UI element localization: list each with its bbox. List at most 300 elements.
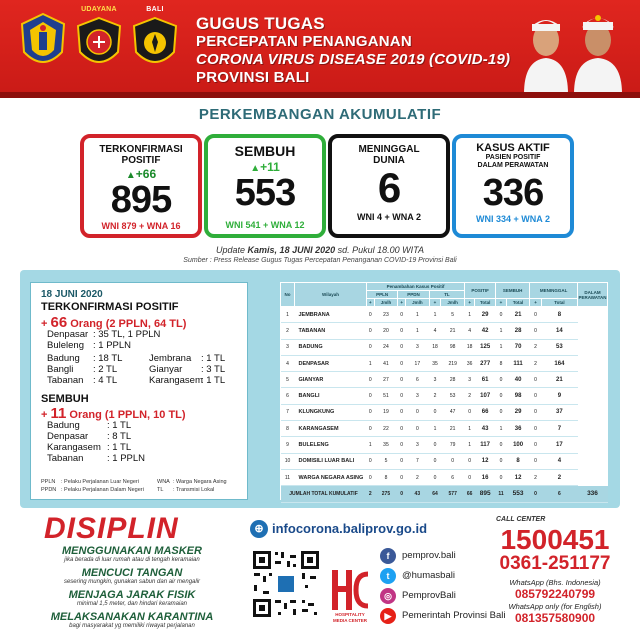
active-card xyxy=(452,134,574,238)
region-name-cell: TABANAN xyxy=(295,323,367,339)
table-cell: 98 xyxy=(441,339,465,355)
table-cell: 3 xyxy=(465,372,475,388)
table-cell: 53 xyxy=(441,388,465,404)
table-cell: 0 xyxy=(496,453,507,469)
positive-card xyxy=(80,134,202,238)
region-name-cell: BADUNG xyxy=(295,339,367,355)
total-cell: 0 xyxy=(398,486,406,502)
call-center-number-1[interactable]: 1500451 xyxy=(500,524,610,555)
table-cell: 8 xyxy=(541,307,577,323)
region-name-cell: BULELENG xyxy=(295,437,367,453)
col-penambahan: Penambahan Kasus Positif xyxy=(367,283,465,291)
table-cell: 14 xyxy=(541,323,577,339)
table-cell: 0 xyxy=(429,404,441,420)
table-cell: 0 xyxy=(496,372,507,388)
recovered-label: SEMBUH xyxy=(234,143,296,159)
table-cell: 7 xyxy=(281,404,295,420)
table-row xyxy=(281,421,608,437)
col-positif-total: Total xyxy=(475,299,496,307)
positive-region-name: Tabanan xyxy=(47,375,84,386)
legend-code: TL xyxy=(157,487,164,493)
region-name-cell: GIANYAR xyxy=(295,372,367,388)
col-meninggal: MENINGGAL xyxy=(530,283,578,299)
table-cell: 4 xyxy=(541,453,577,469)
table-cell: 42 xyxy=(475,323,496,339)
col-tl-plus: + xyxy=(429,299,441,307)
col-ppln-plus: + xyxy=(367,299,375,307)
region-name-cell: BANGLI xyxy=(295,388,367,404)
table-cell: 0 xyxy=(496,404,507,420)
recovered-region-name: Karangasem xyxy=(47,442,101,453)
table-cell: 2 xyxy=(405,469,429,485)
table-cell: 10 xyxy=(281,453,295,469)
table-cell: 17 xyxy=(541,437,577,453)
deaths-card xyxy=(328,134,450,238)
table-cell: 47 xyxy=(441,404,465,420)
table-cell: 1 xyxy=(496,339,507,355)
daily-summary-box xyxy=(30,282,248,500)
source-line: Sumber : Press Release Gugus Tugas Percepatan Penanganan COVID-19 Provinsi Bali xyxy=(183,257,457,264)
recovered-card xyxy=(204,134,326,238)
table-cell: 22 xyxy=(374,421,398,437)
discipline-heading: MENGGUNAKAN MASKER xyxy=(62,545,202,557)
table-cell: 0 xyxy=(398,421,406,437)
positive-region-name: Denpasar xyxy=(47,329,89,340)
header-title-4: PROVINSI BALI xyxy=(196,69,310,86)
table-cell: 29 xyxy=(506,404,529,420)
total-cell: 553 xyxy=(506,486,529,502)
table-row xyxy=(281,339,608,355)
table-cell: 70 xyxy=(506,339,529,355)
table-cell: 61 xyxy=(475,372,496,388)
table-cell: 0 xyxy=(367,404,375,420)
table-cell: 12 xyxy=(506,469,529,485)
table-cell: 0 xyxy=(367,421,375,437)
table-cell: 24 xyxy=(374,339,398,355)
discipline-subtext: bagi masyarakat yg memiliki riwayat perjalanan xyxy=(69,623,195,629)
table-cell: 0 xyxy=(530,372,541,388)
table-cell: 0 xyxy=(496,437,507,453)
discipline-heading: MENCUCI TANGAN xyxy=(81,567,183,579)
table-cell: 66 xyxy=(475,404,496,420)
table-cell: 21 xyxy=(541,372,577,388)
table-row xyxy=(281,404,608,420)
table-cell: 11 xyxy=(281,469,295,485)
table-cell: 21 xyxy=(441,421,465,437)
table-cell: 4 xyxy=(429,323,441,339)
daily-recovered-heading: SEMBUH xyxy=(41,393,89,405)
table-cell: 8 xyxy=(281,421,295,437)
table-cell: 1 xyxy=(465,421,475,437)
social-handle: @humasbali xyxy=(402,570,455,581)
deaths-label-2: DUNIA xyxy=(373,155,405,166)
col-no: No xyxy=(281,283,295,307)
table-cell: 4 xyxy=(281,355,295,371)
table-cell: 8 xyxy=(506,453,529,469)
positive-region-name: Buleleng xyxy=(47,340,84,351)
hmc-caption-1: HOSPITALITY xyxy=(335,612,365,617)
deaths-breakdown: WNI 4 + WNA 2 xyxy=(357,212,421,222)
social-handle: PemprovBali xyxy=(402,590,456,601)
table-cell: 0 xyxy=(398,339,406,355)
recovered-region-name: Tabanan xyxy=(47,453,84,464)
col-ppln-jml: Jmlh xyxy=(374,299,398,307)
table-cell: 35 xyxy=(429,355,441,371)
active-value: 336 xyxy=(482,172,544,214)
region-name-cell: DOMISILI LUAR BALI xyxy=(295,453,367,469)
table-cell: 277 xyxy=(475,355,496,371)
positive-region-name: Gianyar xyxy=(149,364,183,375)
section-title: PERKEMBANGAN AKUMULATIF xyxy=(198,106,442,123)
positive-region-value: : 1 TL xyxy=(201,353,226,364)
hmc-caption-2: MEDIA CENTER xyxy=(332,618,368,623)
table-cell: 19 xyxy=(374,404,398,420)
table-cell: 3 xyxy=(405,437,429,453)
table-cell: 0 xyxy=(398,388,406,404)
table-cell: 28 xyxy=(441,372,465,388)
total-cell: 64 xyxy=(429,486,441,502)
col-ppln: PPLN xyxy=(367,291,398,299)
table-cell: 0 xyxy=(398,453,406,469)
table-cell: 0 xyxy=(398,404,406,420)
region-table xyxy=(280,282,608,503)
header-title-2: PERCEPATAN PENANGANAN xyxy=(196,33,412,50)
col-ppdn-jml: Jmlh xyxy=(405,299,429,307)
daily-recovered-count: + 11 Orang (1 PPLN, 10 TL) xyxy=(41,405,186,422)
table-cell: 2 xyxy=(281,323,295,339)
table-cell: 40 xyxy=(506,372,529,388)
table-cell: 1 xyxy=(429,421,441,437)
col-tl-jml: Jmlh xyxy=(441,299,465,307)
table-cell: 18 xyxy=(429,339,441,355)
positive-delta: ▲+66 xyxy=(125,167,157,181)
table-cell: 0 xyxy=(398,307,406,323)
legend-desc: : Warga Negara Asing xyxy=(173,479,227,485)
table-cell: 0 xyxy=(496,307,507,323)
social-handle: pemprov.bali xyxy=(402,550,456,561)
official-portrait-1 xyxy=(518,6,574,94)
deaths-label-1: MENINGGAL xyxy=(358,144,420,155)
table-cell: 0 xyxy=(405,421,429,437)
active-sublabel-1: PASIEN POSITIF xyxy=(485,154,541,161)
table-cell: 2 xyxy=(541,469,577,485)
positive-breakdown: WNI 879 + WNA 16 xyxy=(101,221,181,231)
discipline-subtext: sesering mungkin, gunakan sabun dan air mengalir xyxy=(63,579,201,585)
table-cell: 6 xyxy=(405,372,429,388)
discipline-subtext: jika berada di luar rumah atau di tengah keramaian xyxy=(64,557,200,563)
col-dalam-perawatan: DALAM PERAWATAN xyxy=(578,283,608,307)
udayana-military-emblem-icon xyxy=(74,12,124,74)
active-breakdown: WNI 334 + WNA 2 xyxy=(476,214,550,224)
instagram-icon: ◎ xyxy=(380,588,396,604)
total-cell: 336 xyxy=(578,486,608,502)
table-cell: 0 xyxy=(429,469,441,485)
recovered-region-value: : 8 TL xyxy=(107,431,132,442)
table-cell: 51 xyxy=(374,388,398,404)
table-cell: 79 xyxy=(441,437,465,453)
legend-code: PPLN xyxy=(41,479,56,485)
logo3-tag: BALI xyxy=(146,6,164,13)
table-cell: 0 xyxy=(530,421,541,437)
table-row xyxy=(281,307,608,323)
table-cell: 0 xyxy=(367,323,375,339)
table-cell: 35 xyxy=(374,437,398,453)
discipline-heading: MENJAGA JARAK FISIK xyxy=(68,589,196,601)
legend-desc: : Pelaku Perjalanan Luar Negeri xyxy=(61,479,139,485)
table-cell: 2 xyxy=(530,469,541,485)
region-name-cell: KARANGASEM xyxy=(295,421,367,437)
table-cell: 28 xyxy=(506,323,529,339)
total-cell: 6 xyxy=(541,486,577,502)
table-cell: 0 xyxy=(530,453,541,469)
daily-positive-heading: TERKONFIRMASI POSITIF xyxy=(41,301,179,313)
table-cell: 9 xyxy=(541,388,577,404)
table-cell: 0 xyxy=(429,453,441,469)
recovered-region-name: Badung xyxy=(47,420,80,431)
table-cell: 0 xyxy=(465,404,475,420)
update-line: Update Kamis, 18 JUNI 2020 sd. Pukul 18.00 WITA xyxy=(216,245,424,255)
table-cell: 5 xyxy=(441,307,465,323)
table-cell: 2 xyxy=(429,388,441,404)
header-title-1: GUGUS TUGAS xyxy=(196,14,325,33)
table-cell: 0 xyxy=(530,404,541,420)
logo2-tag: UDAYANA xyxy=(81,6,117,13)
table-cell: 0 xyxy=(398,355,406,371)
positive-region-value: : 2 TL xyxy=(93,364,118,375)
table-cell: 0 xyxy=(465,453,475,469)
table-cell: 0 xyxy=(367,307,375,323)
col-sembuh-total: Total xyxy=(506,299,529,307)
call-center-number-2[interactable]: 0361-251177 xyxy=(499,553,611,574)
table-cell: 21 xyxy=(506,307,529,323)
col-ppdn-plus: + xyxy=(398,299,406,307)
globe-icon: ⊕ xyxy=(250,520,268,538)
table-cell: 1 xyxy=(405,307,429,323)
table-cell: 8 xyxy=(496,355,507,371)
table-cell: 3 xyxy=(405,339,429,355)
table-cell: 2 xyxy=(530,339,541,355)
table-cell: 0 xyxy=(367,339,375,355)
table-cell: 0 xyxy=(398,437,406,453)
table-cell: 0 xyxy=(530,307,541,323)
table-cell: 6 xyxy=(281,388,295,404)
deaths-value: 6 xyxy=(377,164,401,211)
table-total-row xyxy=(281,486,608,502)
table-row xyxy=(281,469,608,485)
col-meninggal-plus: + xyxy=(530,299,541,307)
twitter-icon: t xyxy=(380,568,396,584)
total-cell: 895 xyxy=(475,486,496,502)
table-cell: 0 xyxy=(429,437,441,453)
website-link[interactable] xyxy=(250,520,480,540)
total-cell: 11 xyxy=(496,486,507,502)
table-cell: 1 xyxy=(405,323,429,339)
update-date: Kamis, 18 JUNI 2020 xyxy=(247,245,336,255)
table-cell: 2 xyxy=(465,388,475,404)
official-portrait-2 xyxy=(570,6,626,94)
discipline-heading: MELAKSANAKAN KARANTINA xyxy=(50,611,214,623)
table-cell: 7 xyxy=(541,421,577,437)
table-cell: 16 xyxy=(475,469,496,485)
table-cell: 29 xyxy=(475,307,496,323)
table-cell: 0 xyxy=(496,388,507,404)
col-wilayah: Wilayah xyxy=(295,283,367,307)
daily-date: 18 JUNI 2020 xyxy=(41,289,103,300)
table-cell: 3 xyxy=(281,339,295,355)
legend-desc: : Pelaku Perjalanan Dalam Negeri xyxy=(61,487,144,493)
header-title-3: CORONA VIRUS DISEASE 2019 (COVID-19) xyxy=(196,51,511,68)
positive-value: 895 xyxy=(110,179,172,221)
table-cell: 5 xyxy=(374,453,398,469)
bali-police-emblem-icon xyxy=(130,12,180,74)
table-cell: 0 xyxy=(398,323,406,339)
whatsapp-indonesia-label: WhatsApp (Bhs. Indonesia) xyxy=(509,578,601,587)
col-ppdn: PPDN xyxy=(398,291,429,299)
table-row xyxy=(281,453,608,469)
positive-label-2: POSITIF xyxy=(121,155,161,166)
table-cell: 125 xyxy=(475,339,496,355)
up-triangle-icon: ▲ xyxy=(125,170,136,181)
table-cell: 36 xyxy=(465,355,475,371)
table-cell: 7 xyxy=(405,453,429,469)
table-cell: 3 xyxy=(429,372,441,388)
positive-region-name: Jembrana xyxy=(149,353,192,364)
table-row xyxy=(281,388,608,404)
table-cell: 1 xyxy=(496,323,507,339)
col-sembuh: SEMBUH xyxy=(496,283,530,299)
table-cell: 100 xyxy=(506,437,529,453)
table-cell: 3 xyxy=(405,388,429,404)
total-cell: 66 xyxy=(465,486,475,502)
table-cell: 0 xyxy=(441,453,465,469)
youtube-icon: ▶ xyxy=(380,608,396,624)
positive-region-value: : 18 TL xyxy=(93,353,123,364)
col-positif: POSITIF xyxy=(465,283,496,299)
active-sublabel-2: DALAM PERAWATAN xyxy=(477,162,549,169)
bali-province-emblem-icon xyxy=(18,12,68,74)
region-name-cell: DENPASAR xyxy=(295,355,367,371)
table-cell: 0 xyxy=(496,469,507,485)
table-cell: 0 xyxy=(465,469,475,485)
table-cell: 0 xyxy=(367,469,375,485)
recovered-delta: ▲+11 xyxy=(250,160,280,174)
recovered-region-value: : 1 TL xyxy=(107,420,132,431)
qr-code xyxy=(250,548,322,620)
table-cell: 4 xyxy=(465,323,475,339)
table-cell: 164 xyxy=(541,355,577,371)
recovered-region-value: : 1 TL xyxy=(107,442,132,453)
recovered-region-value: : 1 PPLN xyxy=(107,453,146,464)
whatsapp-english-number[interactable]: 081357580900 xyxy=(514,611,596,625)
col-sembuh-plus: + xyxy=(496,299,507,307)
table-cell: 21 xyxy=(441,323,465,339)
up-triangle-icon: ▲ xyxy=(250,163,261,174)
table-cell: 107 xyxy=(475,388,496,404)
social-handle: Pemerintah Provinsi Bali xyxy=(402,610,506,621)
recovered-region-name: Denpasar xyxy=(47,431,89,442)
region-name-cell: KLUNGKUNG xyxy=(295,404,367,420)
legend-code: WNA xyxy=(157,479,170,485)
table-cell: 0 xyxy=(530,388,541,404)
table-cell: 1 xyxy=(367,437,375,453)
table-cell: 41 xyxy=(374,355,398,371)
table-cell: 20 xyxy=(374,323,398,339)
region-name-cell: WARGA NEGARA ASING xyxy=(295,469,367,485)
table-cell: 111 xyxy=(506,355,529,371)
table-cell: 53 xyxy=(541,339,577,355)
whatsapp-indonesia-number[interactable]: 085792240799 xyxy=(514,587,596,601)
col-tl: TL xyxy=(429,291,464,299)
legend-code: PPDN xyxy=(41,487,57,493)
col-positif-plus: + xyxy=(465,299,475,307)
table-cell: 0 xyxy=(398,469,406,485)
whatsapp-english-label: WhatsApp only (for English) xyxy=(508,602,602,611)
positive-region-name: Karangasem xyxy=(149,375,203,386)
active-label: KASUS AKTIF xyxy=(476,142,550,154)
table-cell: 23 xyxy=(374,307,398,323)
table-cell: 9 xyxy=(281,437,295,453)
total-cell: 2 xyxy=(367,486,375,502)
table-row xyxy=(281,355,608,371)
table-cell: 1 xyxy=(367,355,375,371)
positive-label-1: TERKONFIRMASI xyxy=(99,144,183,155)
table-cell: 0 xyxy=(530,437,541,453)
region-table-wrap xyxy=(280,282,608,500)
table-cell: 12 xyxy=(475,453,496,469)
table-cell: 2 xyxy=(530,355,541,371)
table-cell: 0 xyxy=(405,404,429,420)
positive-region-name: Bangli xyxy=(47,364,74,375)
region-name-cell: JEMBRANA xyxy=(295,307,367,323)
table-row xyxy=(281,323,608,339)
positive-region-value: : 1 TL xyxy=(201,375,226,386)
table-cell: 0 xyxy=(530,323,541,339)
table-cell: 0 xyxy=(398,372,406,388)
table-cell: 5 xyxy=(281,372,295,388)
legend-desc: : Transmisi Lokal xyxy=(173,487,215,493)
table-cell: 0 xyxy=(367,372,375,388)
table-cell: 0 xyxy=(367,453,375,469)
total-cell: 577 xyxy=(441,486,465,502)
website-url: infocorona.baliprov.go.id xyxy=(272,521,428,536)
table-cell: 43 xyxy=(475,421,496,437)
table-cell: 1 xyxy=(465,437,475,453)
facebook-icon: f xyxy=(380,548,396,564)
table-cell: 6 xyxy=(441,469,465,485)
table-cell: 27 xyxy=(374,372,398,388)
discipline-subtext: minimal 1,5 meter, dan hindari keramaian xyxy=(76,601,188,607)
table-cell: 117 xyxy=(475,437,496,453)
table-cell: 98 xyxy=(506,388,529,404)
positive-region-value: : 35 TL, 1 PPLN xyxy=(93,329,161,340)
table-cell: 18 xyxy=(465,339,475,355)
recovered-breakdown: WNI 541 + WNA 12 xyxy=(225,220,305,230)
col-meninggal-total: Total xyxy=(541,299,577,307)
positive-region-name: Badung xyxy=(47,353,80,364)
table-cell: 8 xyxy=(374,469,398,485)
call-center-label: CALL CENTER xyxy=(496,516,546,523)
total-cell: 275 xyxy=(374,486,398,502)
positive-region-value: : 3 TL xyxy=(201,364,226,375)
table-cell: 37 xyxy=(541,404,577,420)
positive-region-value: : 4 TL xyxy=(93,375,118,386)
table-cell: 1 xyxy=(281,307,295,323)
table-cell: 36 xyxy=(506,421,529,437)
table-cell: 1 xyxy=(429,307,441,323)
total-label-cell: JUMLAH TOTAL KUMULATIF xyxy=(281,486,367,502)
table-row xyxy=(281,437,608,453)
table-cell: 17 xyxy=(405,355,429,371)
